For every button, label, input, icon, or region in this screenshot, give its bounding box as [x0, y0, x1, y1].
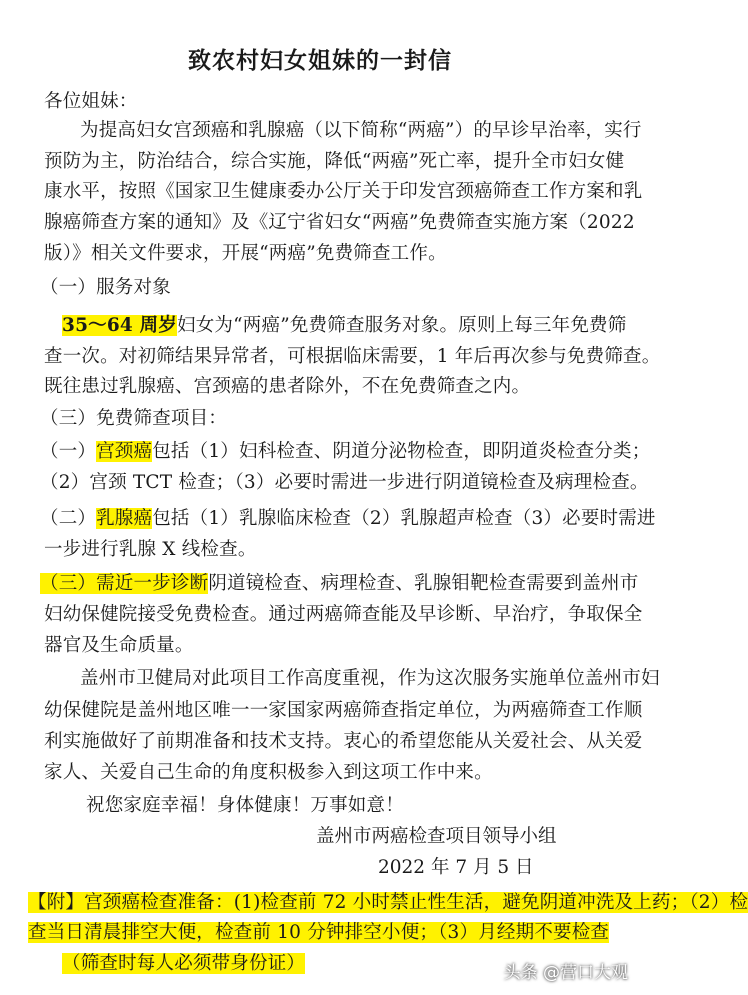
breast-prefix: （二） — [40, 508, 97, 529]
annex-text-2: 查当日清晨排空大便，检查前 10 分钟排空小便；（3）月经期不要检查 — [28, 922, 610, 943]
closing-line-3: 利实施做好了前期准备和技术支持。衷心的希望您能从关爱社会、从关爱 — [44, 731, 643, 752]
service-target-line-2: 查一次。对初筛结果异常者，可根据临床需要，1 年后再次参与免费筛查。 — [44, 346, 661, 367]
section-service-heading: （一）服务对象 — [40, 277, 171, 298]
breast-highlight: 乳腺癌 — [96, 508, 153, 529]
cervical-text: 包括（1）妇科检查、阴道分泌物检查，即阴道炎检查分类； — [152, 441, 651, 462]
further-text: 阴道镜检查、病理检查、乳腺钼靶检查需要到盖州市 — [208, 573, 639, 594]
breast-text: 包括（1）乳腺临床检查（2）乳腺超声检查（3）必要时需进 — [152, 508, 656, 529]
annex-line-2 — [28, 919, 668, 947]
further-line-1 — [40, 570, 680, 598]
letter-title: 致农村妇女姐妹的一封信 — [188, 47, 452, 74]
service-target-line-1 — [62, 312, 702, 340]
service-target-text: 妇女为“两癌”免费筛查服务对象。原则上每三年免费筛 — [177, 315, 627, 336]
closing-line-1: 盖州市卫健局对此项目工作高度重视，作为这次服务实施单位盖州市妇 — [80, 668, 660, 689]
intro-line-4: 腺癌筛查方案的通知》及《辽宁省妇女“两癌”免费筛查实施方案（2022 — [44, 212, 635, 233]
cervical-line-2: （2）宫颈 TCT 检查；（3）必要时需进一步进行阴道镜检查及病理检查。 — [40, 472, 649, 493]
annex-label: 【附】 — [28, 892, 85, 913]
signature: 盖州市两癌检查项目领导小组 — [316, 826, 557, 847]
intro-line-3: 康水平，按照《国家卫生健康委办公厅关于印发宫颈癌筛查工作方案和乳 — [44, 181, 643, 202]
intro-line-5: 版）》相关文件要求，开展“两癌”免费筛查工作。 — [44, 243, 447, 264]
further-line-2: 妇幼保健院接受免费检查。通过两癌筛查能及早诊断、早治疗，争取保全 — [44, 604, 643, 625]
further-highlight: （三）需近一步诊断 — [40, 573, 209, 594]
breast-line-1 — [40, 505, 680, 533]
section-items-heading: （三）免费筛查项目： — [40, 408, 228, 429]
greeting: 各位姐妹： — [44, 91, 138, 112]
source-watermark: 头条 @营口大观 — [503, 963, 628, 983]
breast-line-2: 一步进行乳腺 X 线检查。 — [44, 539, 257, 560]
wishes: 祝您家庭幸福！身体健康！万事如意！ — [86, 795, 404, 816]
closing-line-4: 家人、关爱自己生命的角度积极参入到这项工作中来。 — [44, 762, 493, 783]
date: 2022 年 7 月 5 日 — [378, 857, 534, 878]
annex-text-1: 宫颈癌检查准备：(1)检查前 72 小时禁止性生活，避免阴道冲洗及上药；（2）检 — [84, 892, 748, 913]
intro-line-2: 预防为主，防治结合，综合实施，降低“两癌”死亡率，提升全市妇女健 — [44, 151, 625, 172]
cervical-prefix: （一） — [40, 441, 97, 462]
closing-line-2: 幼保健院是盖州地区唯一一家国家两癌筛查指定单位，为两癌筛查工作顺 — [44, 700, 643, 721]
cervical-line-1 — [40, 438, 680, 466]
service-target-line-3: 既往患过乳腺癌、宫颈癌的患者除外，不在免费筛查之内。 — [44, 376, 531, 397]
age-range-highlight: 35～64 周岁 — [62, 315, 178, 336]
annex-line-1 — [28, 889, 748, 917]
annex-text-3: （筛查时每人必须带身份证） — [62, 953, 306, 974]
intro-line-1: 为提高妇女宫颈癌和乳腺癌（以下简称“两癌”）的早诊早治率，实行 — [80, 120, 642, 141]
cervical-highlight: 宫颈癌 — [96, 441, 153, 462]
further-line-3: 器官及生命质量。 — [44, 635, 194, 656]
